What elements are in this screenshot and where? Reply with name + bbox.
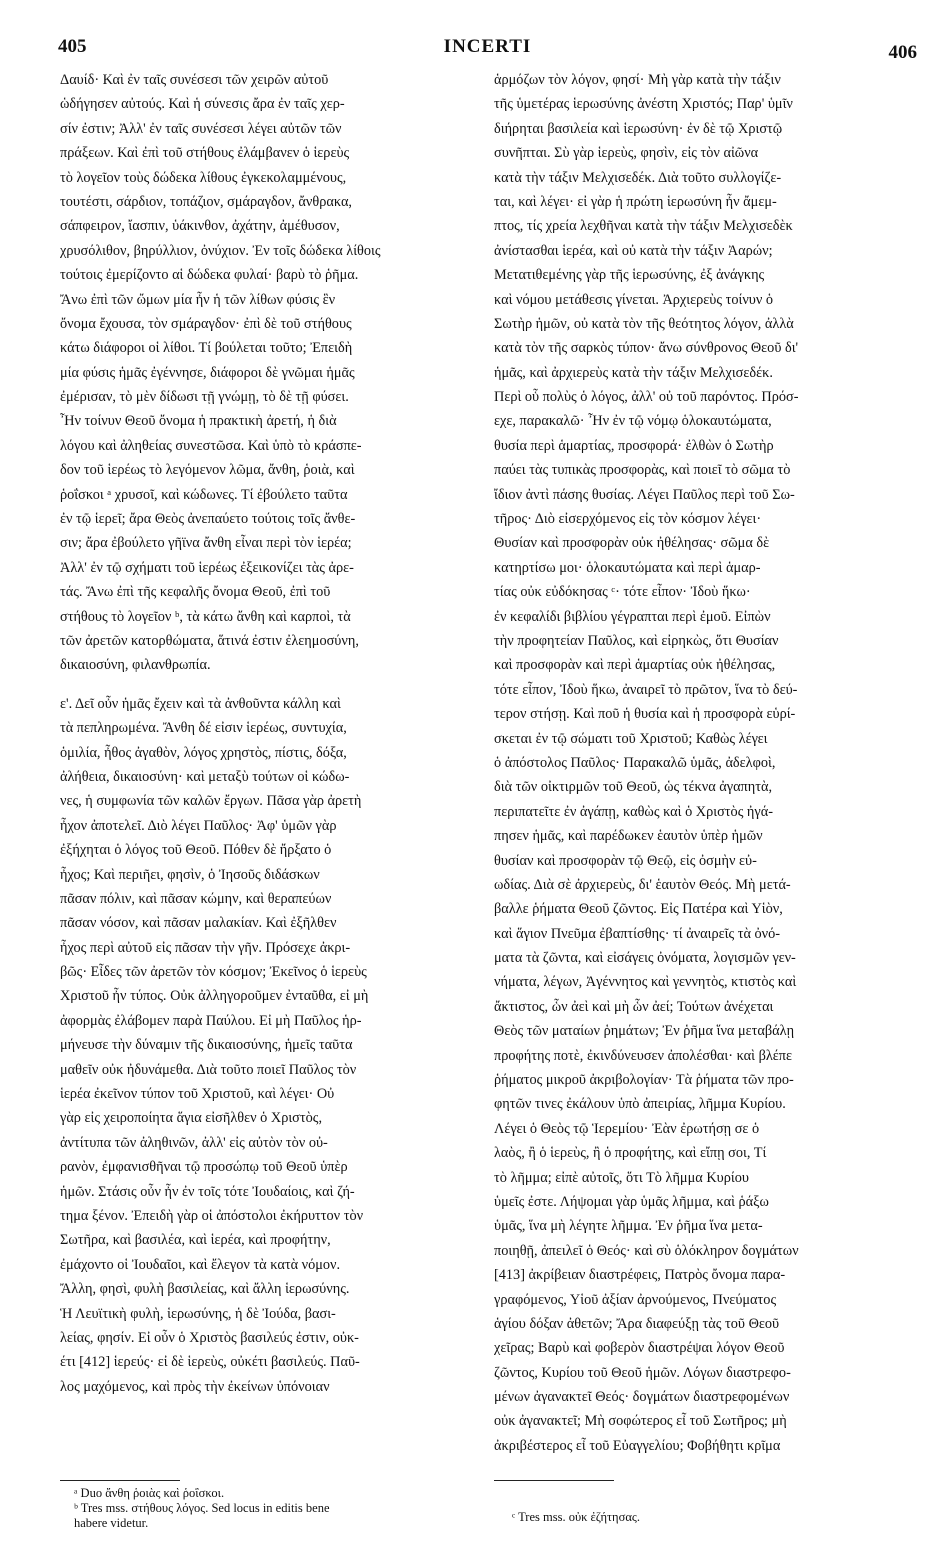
running-header: [58, 36, 917, 64]
text-line: ζῶντος, Κυρίου τοῦ Θεοῦ ἡμῶν. Λόγων διαστρεφο-: [494, 1364, 791, 1381]
text-line: Θυσίαν καὶ προσφορὰν οὐκ ἠθέλησας· σῶμα δὲ: [494, 535, 770, 552]
text-line: τῶν ἀρετῶν κατορθώματα, ἅτινά ἐστιν ἐλεημοσύνη,: [60, 632, 359, 649]
text-line: νήματα, λέγων, Ἀγέννητος καὶ γεννητὸς, κτιστὸς καὶ: [494, 974, 797, 991]
text-line: ἀντίτυπα τῶν ἀληθινῶν, ἀλλ' εἰς αὐτὸν τὸν οὐ-: [60, 1134, 328, 1151]
footnote-line: habere videtur.: [74, 1516, 149, 1530]
text-line: καὶ ἅγιον Πνεῦμα ἐβαπτίσθης· τί ἀναιρεῖς τὰ ὀνό-: [494, 925, 781, 942]
text-line: ἡμῶν. Στάσις οὖν ἦν ἐν τοῖς τότε Ἰουδαίοις, καὶ ζή-: [60, 1183, 355, 1200]
text-line: πράξεων. Καὶ ἐπὶ τοῦ στήθους ἐλάμβανεν ὁ ἱερεὺς: [60, 145, 350, 162]
text-line: λος μαχόμενος, καὶ πρὸς τὴν ἐκείνων ὑπόνοιαν: [60, 1378, 330, 1395]
text-line: Ἦν τοίνυν Θεοῦ ὄνομα ἡ πρακτικὴ ἀρετή, ἡ διὰ: [60, 413, 337, 430]
text-line: Μετατιθεμένης γὰρ τῆς ἱερωσύνης, ἐξ ἀνάγκης: [494, 267, 765, 284]
text-line: ἐξήχηται ὁ λόγος τοῦ Θεοῦ. Πόθεν δὲ ἤρξατο ὁ: [60, 842, 332, 859]
text-line: Δαυίδ· Καὶ ἐν ταῖς συνέσεσι τῶν χειρῶν αὐτοῦ: [60, 72, 329, 88]
text-line: Λέγει ὁ Θεὸς τῷ Ἱερεμίου· Ἐὰν ἐρωτήσῃ σε ὁ: [494, 1120, 760, 1137]
text-line: ἐν κεφαλίδι βιβλίου γέγραπται περὶ ἐμοῦ. Εἰπὼν: [494, 608, 771, 625]
text-line: ῥήματος μικροῦ ἀκριβολογίαν· Τὰ ῥήματα τῶν προ-: [494, 1072, 794, 1089]
footnotes-left: [74, 1486, 474, 1531]
text-line: ῥοΐσκοι ᵃ χρυσοῖ, καὶ κώδωνες. Τί ἐβούλετο ταῦτα: [60, 486, 348, 503]
right-text-column: [494, 68, 906, 1458]
text-line: ἐμάχοντο οἱ Ἰουδαῖοι, καὶ ἔλεγον τὰ κατὰ νόμον.: [60, 1256, 341, 1273]
text-line: λείας, φησίν. Εἰ οὖν ὁ Χριστὸς βασιλεύς ἐστιν, οὐκ-: [60, 1329, 359, 1346]
text-line: ἁρμόζων τὸν λόγον, φησί· Μὴ γὰρ κατὰ τὴν τάξιν: [494, 72, 781, 88]
text-line: μένων ἀγανακτεῖ Θεός· δογμάτων διαστρεφομένων: [494, 1389, 790, 1406]
text-line: κατηρτίσω μοι· ὁλοκαυτώματα καὶ περὶ ἁμαρ-: [494, 559, 761, 576]
text-line: Σωτὴρ ἡμῶν, οὐ κατὰ τὸν τῆς θεότητος λόγον, ἀλλὰ: [494, 315, 794, 332]
text-line: χρυσόλιθον, βηρύλλιον, ὀνύχιον. Ἐν τοῖς δώδεκα λίθοις: [60, 242, 381, 259]
text-line: πτος, τίς χρεία λεχθῆναι κατὰ τὴν τάξιν Μελχισεδὲκ: [494, 218, 793, 235]
text-line: τερον στήσῃ. Καὶ ποῦ ἡ θυσία καὶ ἡ προσφορὰ εὑρί-: [494, 706, 796, 723]
text-line: γραφόμενος, Υἱοῦ ἀξίαν ἀρνούμενος, Πνεύματος: [494, 1291, 777, 1308]
text-line: ρανὸν, ἐμφανισθῆναι τῷ προσώπῳ τοῦ Θεοῦ ὑπὲρ: [60, 1159, 348, 1176]
text-line: τὸ λογεῖον τοὺς δώδεκα λίθους ἐγκεκολαμμένους,: [60, 169, 347, 186]
text-line: ται, καὶ λέγει· εἰ γὰρ ἡ πρώτη ἱερωσύνη ἦν ἄμεμ-: [494, 193, 777, 210]
footnotes-right: [512, 1510, 902, 1525]
text-line: τίας οὐκ εὐδόκησας ᶜ· τότε εἶπον· Ἰδοὺ ἥκω·: [494, 584, 751, 601]
text-line: δον τοῦ ἱερέως τὸ λεγόμενον λῶμα, ἄνθη, ῥοιὰ, καὶ: [60, 462, 355, 479]
text-line: τῆς ὑμετέρας ἱερωσύνης ἀνέστη Χριστός; Παρ' ὑμῖν: [494, 96, 793, 113]
text-line: Χριστοῦ ἦν τύπος. Οὐκ ἀλληγοροῦμεν ἐνταῦθα, εἰ μὴ: [60, 988, 369, 1005]
text-line: ἀλήθεια, δικαιοσύνη· καὶ μεταξὺ τούτων οἱ κώδω-: [60, 768, 350, 785]
text-line: ὑμᾶς, ἵνα μὴ λέγητε λῆμμα. Ἐν ῥῆμα ἵνα μετα-: [494, 1218, 763, 1235]
text-line: Θεὸς τῶν ματαίων ῥημάτων; Ἐν ῥῆμα ἵνα μεταβάλῃ: [494, 1023, 795, 1040]
text-line: γὰρ εἰς χειροποίητα ἅγια εἰσῆλθεν ὁ Χριστὸς,: [60, 1110, 323, 1127]
text-line: [413] ἀκρίβειαν διαστρέφεις, Πατρὸς ὄνομα παρα-: [494, 1267, 786, 1284]
text-line: τότε εἶπον, Ἰδοὺ ἥκω, ἀναιρεῖ τὸ πρῶτον, ἵνα τὸ δεύ-: [494, 681, 798, 698]
text-line: κάτω διάφοροι οἱ λίθοι. Τί βούλεται τοῦτο; Ἐπειδὴ: [60, 340, 353, 357]
text-line: οὐκ ἀγανακτεῖ; Μὴ σοφώτερος εἶ τοῦ Σωτῆρος; μὴ: [494, 1413, 787, 1430]
text-line: ὑμεῖς ἐστε. Λήψομαι γὰρ ὑμᾶς λῆμμα, καὶ ῥάξω: [494, 1193, 769, 1210]
text-line: ἡμᾶς, καὶ ἀρχιερεὺς κατὰ τὴν τάξιν Μελχισεδέκ.: [494, 364, 773, 381]
text-line: ὁμιλία, ἦθος ἀγαθὸν, λόγος χρηστὸς, πίστις, δόξα,: [60, 744, 347, 761]
text-line: θυσία περὶ ἁμαρτίας, προσφορά· ἐλθὼν ὁ Σωτὴρ: [494, 437, 774, 454]
text-line: δικαιοσύνη, φιλανθρωπία.: [60, 657, 211, 674]
text-line: ἦχον ἀποτελεῖ. Διὸ λέγει Παῦλος· Ἀφ' ὑμῶν γὰρ: [60, 817, 337, 834]
text-line: ἄκτιστος, ὧν ἀεὶ καὶ μὴ ὧν ἀεί; Τούτων ἀνέχεται: [494, 998, 774, 1015]
text-line: λαὸς, ἢ ὁ ἱερεὺς, ἢ ὁ προφήτης, καὶ εἴπῃ σοι, Τί: [494, 1145, 767, 1162]
text-line: μία φύσις ἡμᾶς ἐγέννησε, διάφοροι δὲ γνῶμαι ἡμᾶς: [60, 364, 355, 381]
text-line: ἴδιον ἀντὶ πάσης θυσίας. Λέγει Παῦλος περὶ τοῦ Σω-: [494, 486, 795, 503]
page-number-right: 406: [888, 42, 917, 63]
text-line: περιπατεῖτε ἐν ἀγάπῃ, καθὼς καὶ ὁ Χριστὸς ἠγά-: [494, 803, 773, 820]
text-line: ἐμέρισαν, τὸ μὲν δίδωσι τῇ γνώμῃ, τὸ δὲ τῇ φύσει.: [60, 389, 349, 406]
text-line: πησεν ἡμᾶς, καὶ παρέδωκεν ἑαυτὸν ὑπὲρ ἡμῶν: [494, 828, 763, 845]
text-line: Ἀλλ' ἐν τῷ σχήματι τοῦ ἱερέως ἐξεικονίζει τὰς ἀρε-: [60, 559, 354, 576]
text-line: φητῶν τινες ἐκάλουν ὑπὸ ἀπειρίας, λῆμμα Κυρίου.: [494, 1096, 786, 1113]
text-line: ἀκριβέστερος εἶ τοῦ Εὐαγγελίου; Φοβήθητι κρῖμα: [494, 1437, 781, 1454]
text-line: διήρηται βασιλεία καὶ ἱερωσύνη· ἐν δὲ τῷ Χριστῷ: [494, 120, 783, 137]
text-line: πᾶσαν νόσον, καὶ πᾶσαν μαλακίαν. Καὶ ἐξῆλθεν: [60, 915, 337, 932]
paragraph-gap: [60, 678, 473, 692]
text-line: έτι [412] ἱερεύς· εἰ δὲ ἱερεὺς, οὐκέτι βασιλεύς. Παῦ-: [60, 1354, 360, 1371]
running-title: INCERTI: [443, 36, 532, 57]
text-line: ἦχος περὶ αὐτοῦ εἰς πᾶσαν τὴν γῆν. Πρόσεχε ἀκρι-: [60, 939, 351, 956]
text-line: τάς. Ἄνω ἐπὶ τῆς κεφαλῆς ὄνομα Θεοῦ, ἐπὶ τοῦ: [60, 584, 331, 601]
text-line: χεῖρας; Βαρὺ καὶ φοβερὸν διαστρέψαι λόγον Θεοῦ: [494, 1340, 785, 1357]
text-line: προφήτης ποτὲ, ἐκινδύνευσεν ἀπολέσθαι· καὶ βλέπε: [494, 1047, 793, 1064]
text-line: μήνευσε τὴν δύναμιν τῆς δικαιοσύνης, ἡμεῖς ταῦτα: [60, 1037, 353, 1054]
text-line: ωδίας. Διὰ σὲ ἀρχιερεὺς, δι' ἑαυτὸν Θεός. Μὴ μετά-: [494, 876, 791, 893]
footnote-line: ᶜ Tres mss. οὐκ ἐζήτησας.: [512, 1510, 640, 1524]
text-line: συνῆπται. Σὺ γὰρ ἱερεὺς, φησὶν, εἰς τὸν αἰῶνα: [494, 145, 759, 162]
text-line: ποιηθῇ, ἀπειλεῖ ὁ Θεός· καὶ σὺ ὁλόκληρον δογμάτων: [494, 1242, 799, 1259]
text-line: ἀνίστασθαι ἱερέα, καὶ οὐ κατὰ τὴν τάξιν Ἀαρών;: [494, 242, 773, 259]
page-number-left: 405: [58, 36, 87, 57]
text-line: τὰ πεπληρωμένα. Ἄνθη δέ εἰσιν ἱερέως, συντυχία,: [60, 720, 347, 737]
footnote-line: ᵃ Duo ἄνθη ῥοιὰς καὶ ῥοΐσκοι.: [74, 1486, 225, 1500]
left-text-column: [60, 68, 473, 1399]
text-line: ὄνομα ἔχουσα, τὸν σμάραγδον· ἐπὶ δὲ τοῦ στήθους: [60, 315, 352, 332]
text-line: ὡδήγησεν αὐτούς. Καὶ ἡ σύνεσις ἄρα ἐν ταῖς χερ-: [60, 96, 345, 113]
text-line: εχε, παρακαλῶ· Ἦν ἐν τῷ νόμῳ ὁλοκαυτώματα,: [494, 413, 772, 430]
text-line: ε'. Δεῖ οὖν ἡμᾶς ἔχειν καὶ τὰ ἀνθοῦντα κάλλη καὶ: [60, 695, 341, 712]
text-line: καὶ νόμου μετάθεσις γίνεται. Ἀρχιερεὺς τοίνυν ὁ: [494, 291, 774, 308]
text-line: ἱερέα ἐκεῖνον τύπον τοῦ Χριστοῦ, καὶ λέγει· Οὐ: [60, 1086, 335, 1103]
text-line: σίν ἐστιν; Ἀλλ' ἐν ταῖς συνέσεσι λέγει αὐτῶν τῶν: [60, 120, 342, 137]
text-line: πᾶσαν πόλιν, καὶ πᾶσαν κώμην, καὶ θεραπεύων: [60, 890, 332, 907]
text-line: σκεται ἐν τῷ σώματι τοῦ Χριστοῦ; Καθὼς λέγει: [494, 730, 768, 747]
text-line: Περὶ οὗ πολὺς ὁ λόγος, ἀλλ' οὐ τοῦ παρόντος. Πρόσ-: [494, 389, 799, 406]
text-line: ὁ ἀπόστολος Παῦλος· Παρακαλῶ ὑμᾶς, ἀδελφοὶ,: [494, 754, 776, 771]
text-line: στήθους τὸ λογεῖον ᵇ, τὰ κάτω ἄνθη καὶ καρποὶ, τὰ: [60, 608, 351, 625]
text-line: βαλλε ῥήματα Θεοῦ ζῶντος. Εἰς Πατέρα καὶ Υἱὸν,: [494, 901, 783, 918]
text-line: καὶ προσφορὰν καὶ περὶ ἁμαρτίας οὐκ ἠθέλησας,: [494, 657, 776, 674]
text-line: τημα ξένον. Ἐπειδὴ γὰρ οἱ ἀπόστολοι ἐκήρυττον τὸν: [60, 1207, 364, 1224]
text-line: ματα τὰ ζῶντα, καὶ εἰσάγεις ὀνόματα, λογισμῶν γεν-: [494, 950, 796, 967]
text-line: νες, ἡ συμφωνία τῶν καλῶν ἔργων. Πᾶσα γὰρ ἀρετὴ: [60, 793, 362, 810]
text-line: τῆρος· Διὸ εἰσερχόμενος εἰς τὸν κόσμον λέγει·: [494, 511, 762, 528]
footnote-rule-left: [60, 1480, 180, 1481]
text-line: παύει τὰς τυπικὰς προσφορὰς, καὶ ποιεῖ τὸ σῶμα τὸ: [494, 462, 791, 479]
text-line: μαθεῖν οὐκ ἠδυνάμεθα. Διὰ τοῦτο ποιεῖ Παῦλος τὸν: [60, 1061, 357, 1078]
text-line: βῶς· Εἶδες τῶν ἀρετῶν τὸν κόσμον; Ἐκεῖνος ὁ ἱερεὺς: [60, 964, 367, 981]
text-line: ἁγίου δόξαν ἀθετῶν; Ἄρα διαφεύξῃ τὰς τοῦ Θεοῦ: [494, 1315, 780, 1332]
text-line: κατὰ τὴν τάξιν Μελχισεδέκ. Διὰ τοῦτο συλλογίζε-: [494, 169, 782, 186]
text-line: διὰ τῶν οἰκτιρμῶν τοῦ Θεοῦ, ὡς τέκνα ἀγαπητὰ,: [494, 779, 773, 796]
footnote-line: ᵇ Tres mss. στήθους λόγος. Sed locus in editis bene: [74, 1501, 330, 1515]
text-line: θυσίαν καὶ προσφορὰν τῷ Θεῷ, εἰς ὀσμὴν εὐ-: [494, 852, 757, 869]
text-line: τούτοις ἐμερίζοντο αἱ δώδεκα φυλαί· βαρὺ τὸ ῥῆμα.: [60, 267, 359, 284]
text-line: ἀφορμὰς ἐλάβομεν παρὰ Παύλου. Εἰ μὴ Παῦλος ἡρ-: [60, 1012, 362, 1029]
text-line: κατὰ τὸν τῆς σαρκὸς τύπον· ἄνω σύνθρονος Θεοῦ δι': [494, 340, 799, 357]
text-line: Σωτῆρα, καὶ βασιλέα, καὶ ἱερέα, καὶ προφήτην,: [60, 1232, 331, 1249]
text-line: σιν; ἄρα ἐβούλετο γῆϊνα ἄνθη εἶναι περὶ τὸν ἱερέα;: [60, 535, 352, 552]
text-line: Ἄνω ἐπὶ τῶν ὤμων μία ἦν ἡ τῶν λίθων φύσις ἓν: [60, 291, 336, 308]
text-line: τὴν προφητείαν Παῦλος, καὶ εἰρηκὼς, ὅτι Θυσίαν: [494, 632, 779, 649]
footnote-rule-right: [494, 1480, 614, 1481]
text-line: σάπφειρον, ἴασπιν, ὑάκινθον, ἀχάτην, ἀμέθυσον,: [60, 218, 340, 235]
text-line: λόγου καὶ ἀληθείας συνεστῶσα. Καὶ ὑπὸ τὸ κράσπε-: [60, 437, 362, 454]
text-line: τουτέστι, σάρδιον, τοπάζιον, σμάραγδον, ἄνθρακα,: [60, 193, 353, 210]
text-line: Ἄλλη, φησὶ, φυλὴ βασιλείας, καὶ ἄλλη ἱερωσύνης.: [60, 1281, 350, 1298]
text-line: τὸ λῆμμα; εἰπὲ αὐτοῖς, ὅτι Τὸ λῆμμα Κυρίου: [494, 1169, 749, 1186]
text-line: ἐν τῷ ἱερεῖ; ἄρα Θεὸς ἀνεπαύετο τούτοις τοῖς ἄνθε-: [60, 511, 356, 528]
text-line: Ἡ Λευϊτικὴ φυλὴ, ἱερωσύνης, ἡ δὲ Ἰούδα, βασι-: [60, 1305, 336, 1322]
text-line: ἦχος; Καὶ περιῆει, φησὶν, ὁ Ἰησοῦς διδάσκων: [60, 866, 320, 883]
